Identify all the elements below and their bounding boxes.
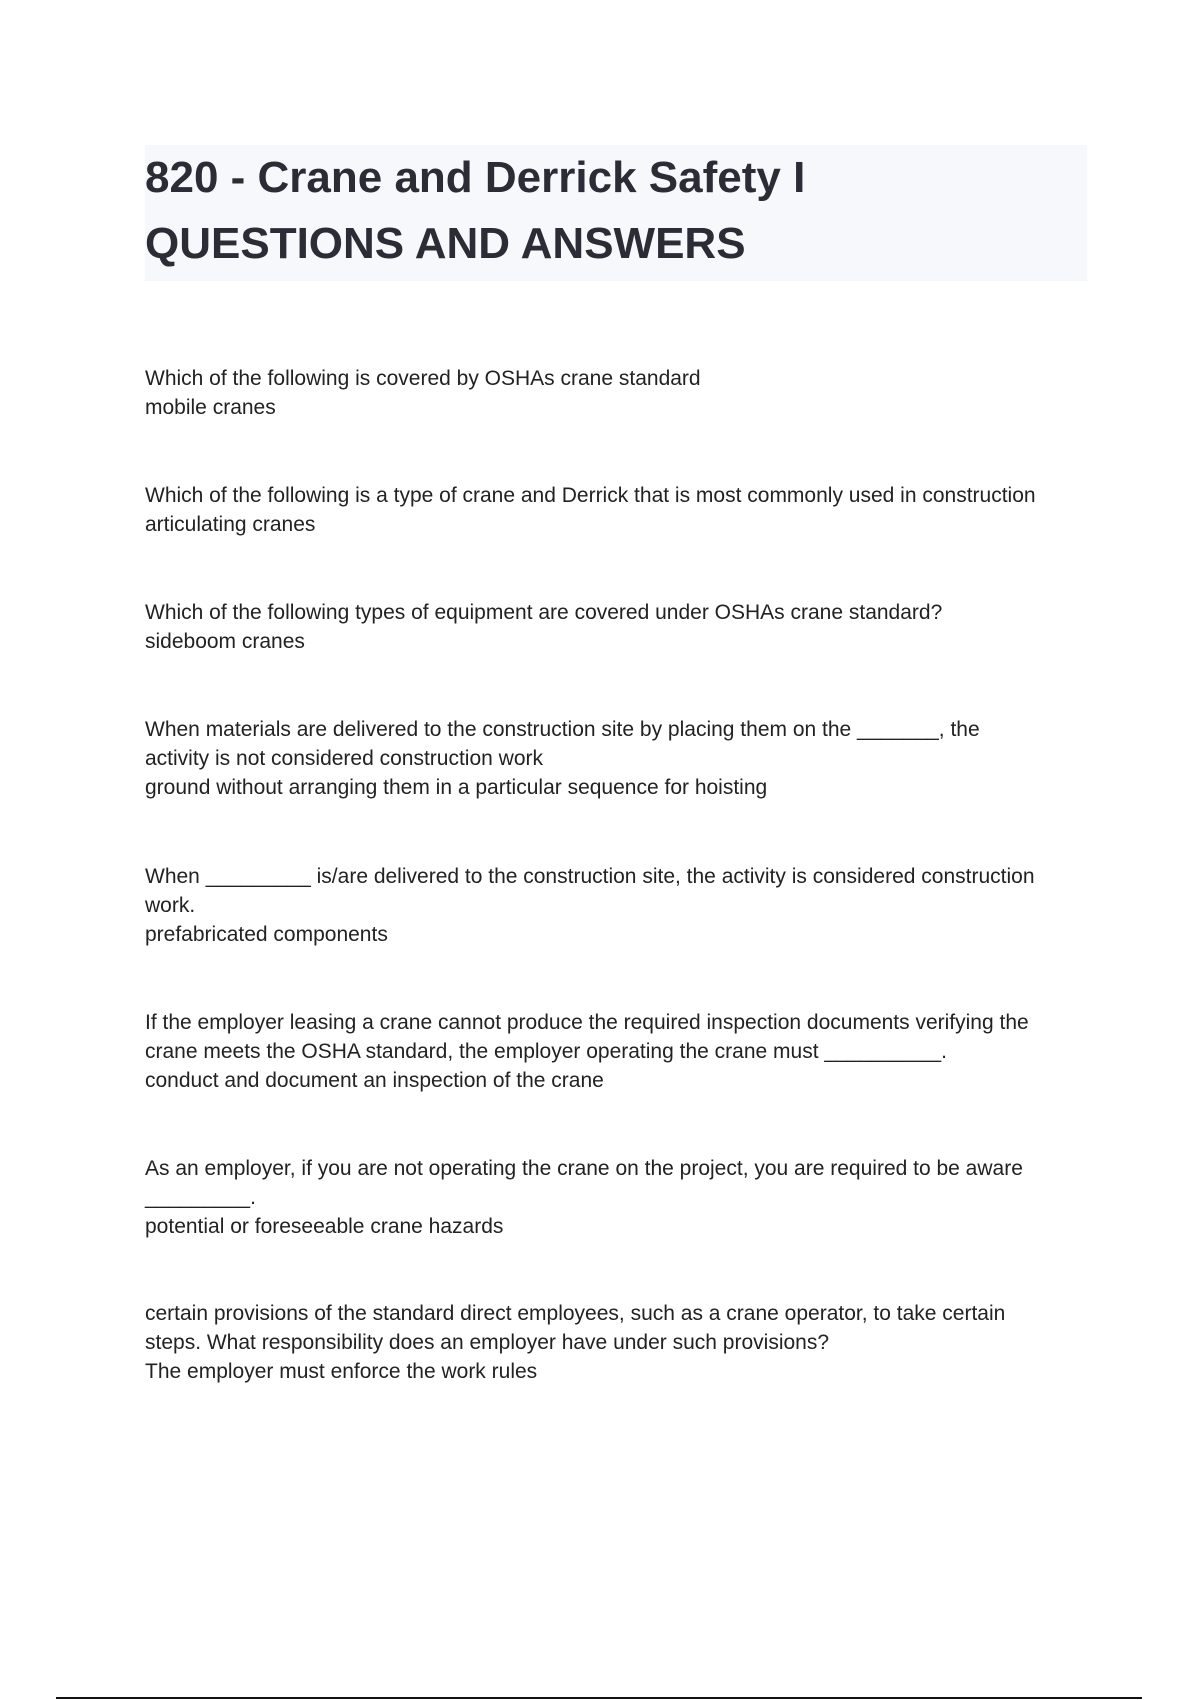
answer-text: articulating cranes (145, 513, 316, 536)
question-text-continued: crane meets the OSHA standard, the employer operating the crane must __________. (145, 1040, 947, 1063)
answer-text: mobile cranes (145, 396, 276, 419)
question-text-continued: _________. (145, 1186, 256, 1209)
qa-item-8 (145, 1299, 1095, 1386)
qa-item-6 (145, 1008, 1095, 1095)
answer-text: conduct and document an inspection of the crane (145, 1069, 604, 1092)
question-text: Which of the following is covered by OSHAs crane standard (145, 367, 701, 390)
qa-item-4 (145, 715, 1095, 802)
answer-text: ground without arranging them in a particular sequence for hoisting (145, 776, 768, 799)
question-text-continued: work. (145, 894, 196, 917)
qa-item-1 (145, 364, 1095, 422)
question-text: When _________ is/are delivered to the construction site, the activity is considered construction (145, 865, 1035, 888)
qa-item-3 (145, 598, 1095, 656)
question-text: If the employer leasing a crane cannot produce the required inspection documents verifying the (145, 1011, 1029, 1034)
answer-text: prefabricated components (145, 923, 388, 946)
document-title-line-2: QUESTIONS AND ANSWERS (145, 219, 746, 268)
document-title-block (145, 145, 1087, 281)
question-text: When materials are delivered to the construction site by placing them on the _______, the (145, 718, 980, 741)
question-text-continued: activity is not considered construction work (145, 747, 544, 770)
question-text: Which of the following is a type of crane and Derrick that is most commonly used in construction (145, 484, 1036, 507)
question-text: certain provisions of the standard direct employees, such as a crane operator, to take certain (145, 1302, 1006, 1325)
document-title-line-1: 820 - Crane and Derrick Safety I (145, 153, 806, 202)
question-text-continued: steps. What responsibility does an employer have under such provisions? (145, 1331, 830, 1354)
footer-divider (56, 1697, 1142, 1699)
answer-text: The employer must enforce the work rules (145, 1360, 538, 1383)
qa-item-7 (145, 1154, 1095, 1241)
question-text: As an employer, if you are not operating the crane on the project, you are required to be aware (145, 1157, 1023, 1180)
question-text: Which of the following types of equipment are covered under OSHAs crane standard? (145, 601, 943, 624)
qa-item-2 (145, 481, 1095, 539)
answer-text: sideboom cranes (145, 630, 305, 653)
answer-text: potential or foreseeable crane hazards (145, 1215, 504, 1238)
qa-item-5 (145, 862, 1095, 949)
